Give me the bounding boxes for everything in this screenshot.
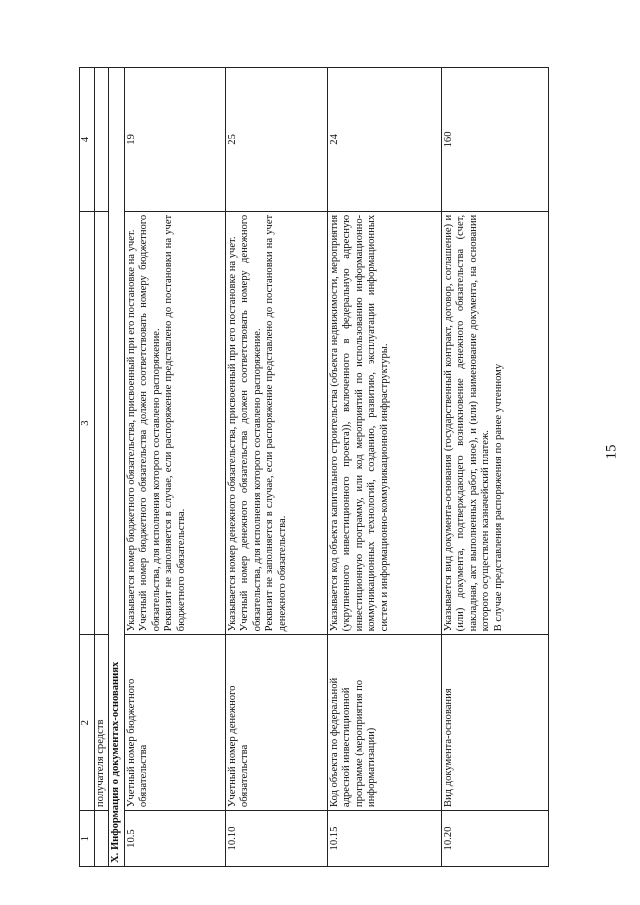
description-paragraph: В случае представления распоряжения по ранее учтенному <box>492 363 504 632</box>
column-header-3: 3 <box>80 211 95 634</box>
table-row <box>441 68 549 867</box>
row-code: 10.15 <box>327 811 441 867</box>
requisites-table <box>79 67 549 867</box>
description-paragraph: Учетный номер бюджетного обязательства должен соответствовать номеру бюджетного обязательства, для исполнения которого составлено распоряжение. <box>138 214 162 632</box>
row-description <box>225 211 327 634</box>
description-paragraph: Реквизит не заполняется в случае, если распоряжение представлено до постановки на учет бюджетного обязательства. <box>163 214 187 632</box>
table-row <box>225 68 327 867</box>
section-title: Х. Информация о документах-основаниях <box>109 68 125 867</box>
row-length: 25 <box>225 68 327 212</box>
row-code: 10.10 <box>225 811 327 867</box>
column-header-4: 4 <box>80 68 95 212</box>
row-name: Учетный номер денежного обязательства <box>225 635 327 811</box>
page-number: 15 <box>603 444 620 460</box>
continuation-text: получателя средств <box>95 635 109 811</box>
section-row <box>109 68 125 867</box>
row-code: 10.5 <box>124 811 225 867</box>
description-paragraph: Указывается код объекта капитального строительства (объекта недвижимости, мероприятия (укрупненного инвестиционного проекта)), включенного в федеральную адресную инвестиционную программу, или код мероприятий по использованию информационно-коммуникационных технологий, созданию, развитию, эксплуатации информационных систем и информационно-коммуникационной инфраструктуры. <box>328 214 390 632</box>
row-name: Вид документа-основания <box>441 635 549 811</box>
column-header-2: 2 <box>80 635 95 811</box>
row-description <box>327 211 441 634</box>
description-paragraph: Учетный номер денежного обязательства должен соответствовать номеру денежного обязательства, для исполнения которого составлено распоряжение. <box>239 214 263 632</box>
description-paragraph: Реквизит не заполняется в случае, если распоряжение представлено до постановки на учет денежного обязательства. <box>264 214 288 632</box>
row-name: Код объекта по федеральной адресной инвестиционной программе (мероприятия по информатизации) <box>327 635 441 811</box>
row-description <box>441 211 549 634</box>
row-description <box>124 211 225 634</box>
table-row <box>327 68 441 867</box>
continuation-row <box>95 68 109 867</box>
description-paragraph: Указывается вид документа-основания (государственный контракт, договор, соглашение) и (или) документа, подтверждающего возникновение денежного обязательства (счет, накладная, акт выполненных работ, иное), и (или) наименование документа, на основании которого осуществлен казначейский платеж. <box>442 214 491 632</box>
row-name: Учетный номер бюджетного обязательства <box>124 635 225 811</box>
row-length: 160 <box>441 68 549 212</box>
column-header-1: 1 <box>80 811 95 867</box>
row-length: 19 <box>124 68 225 212</box>
description-paragraph: Указывается номер бюджетного обязательства, присвоенный при его постановке на учет. <box>125 229 137 632</box>
rotated-table-sheet <box>79 67 549 867</box>
row-length: 24 <box>327 68 441 212</box>
description-paragraph: Указывается номер денежного обязательства, присвоенный при его постановке на учет. <box>226 236 238 632</box>
table-row <box>124 68 225 867</box>
row-code: 10.20 <box>441 811 549 867</box>
table-header-row <box>80 68 95 867</box>
